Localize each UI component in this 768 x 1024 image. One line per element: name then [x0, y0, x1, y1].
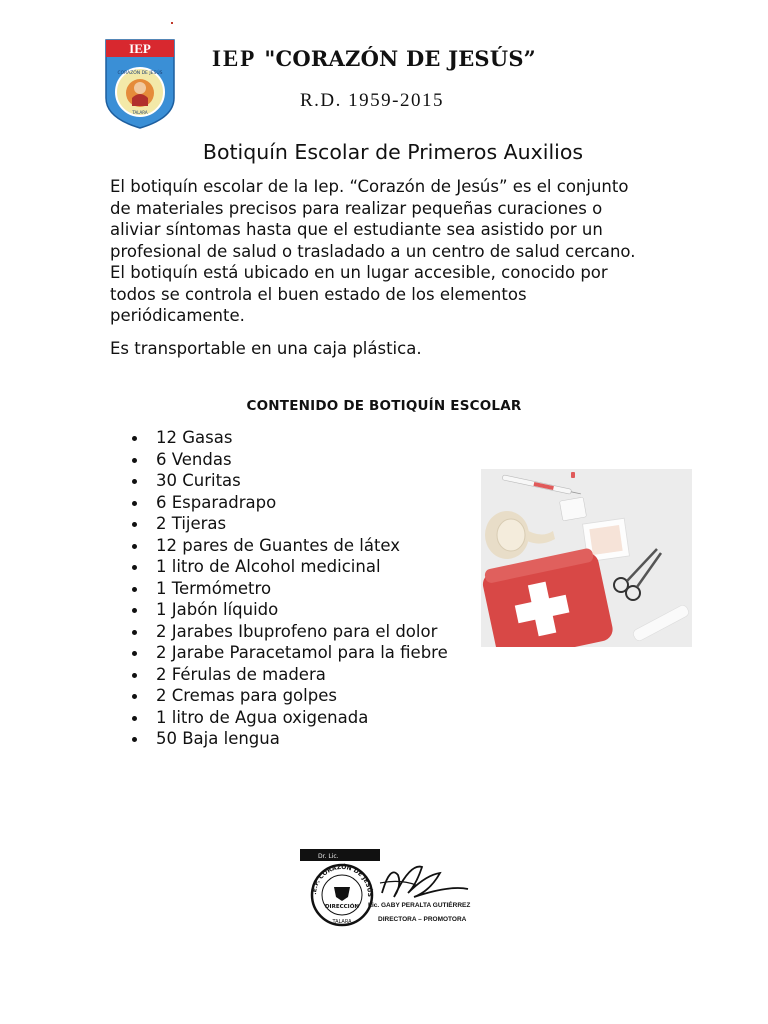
contents-heading: CONTENIDO DE BOTIQUÍN ESCOLAR — [246, 398, 522, 414]
school-prefix: IEP — [212, 46, 257, 71]
list-item: 30 Curitas — [130, 470, 480, 492]
school-logo — [104, 38, 176, 130]
svg-text:Lic. GABY PERALTA GUTIÉRREZ: Lic. GABY PERALTA GUTIÉRREZ — [368, 902, 471, 909]
list-item: 1 litro de Alcohol medicinal — [130, 556, 480, 578]
school-name — [212, 46, 536, 72]
svg-text:DIRECTORA – PROMOTORA: DIRECTORA – PROMOTORA — [378, 916, 467, 923]
list-item: 2 Jarabes Ibuprofeno para el dolor — [130, 621, 480, 643]
stray-mark — [171, 22, 173, 24]
school-title: "CORAZÓN DE JESÚS” — [264, 46, 536, 71]
contents-list — [130, 427, 480, 750]
list-item: 1 Jabón líquido — [130, 599, 480, 621]
signature-stamp — [290, 845, 480, 935]
svg-text:DIRECCIÓN: DIRECCIÓN — [324, 904, 360, 910]
list-item: 50 Baja lengua — [130, 728, 480, 750]
svg-text:TALARA: TALARA — [132, 110, 148, 115]
svg-text:IEP: IEP — [129, 41, 151, 56]
transport-paragraph: Es transportable en una caja plástica. — [110, 339, 422, 358]
list-item: 6 Vendas — [130, 449, 480, 471]
first-aid-kit-photo — [481, 469, 692, 647]
list-item: 1 Termómetro — [130, 578, 480, 600]
list-item: 2 Férulas de madera — [130, 664, 480, 686]
svg-text:Dr. Lic.: Dr. Lic. — [318, 853, 339, 860]
intro-paragraph: El botiquín escolar de la Iep. “Corazón de Jesús” es el conjunto de materiales precisos para realizar pequeñas curaciones o aliviar síntomas hasta que el estudiante sea asistido por un profesional de salud o trasladado a un centro de salud cercano. El botiquín está ubicado en un lugar accesible, conocido por todos se controla el buen estado de los elementos periódicamente. — [110, 177, 636, 325]
document-title: Botiquín Escolar de Primeros Auxilios — [202, 140, 584, 164]
svg-text:CORAZÓN DE JESÚS: CORAZÓN DE JESÚS — [117, 71, 163, 76]
list-item: 1 litro de Agua oxigenada — [130, 707, 480, 729]
resolution-number: R.D. 1959-2015 — [300, 90, 444, 111]
list-item: 2 Tijeras — [130, 513, 480, 535]
list-item: 2 Cremas para golpes — [130, 685, 480, 707]
list-item: 2 Jarabe Paracetamol para la fiebre — [130, 642, 480, 664]
list-item: 12 pares de Guantes de látex — [130, 535, 480, 557]
list-item: 12 Gasas — [130, 427, 480, 449]
svg-text:TALARA: TALARA — [332, 919, 352, 925]
list-item: 6 Esparadrapo — [130, 492, 480, 514]
svg-text:I.E.P. CORAZÓN DE JESÚS: .E.P. CORAZÓN DE JESÚS — [310, 863, 374, 897]
